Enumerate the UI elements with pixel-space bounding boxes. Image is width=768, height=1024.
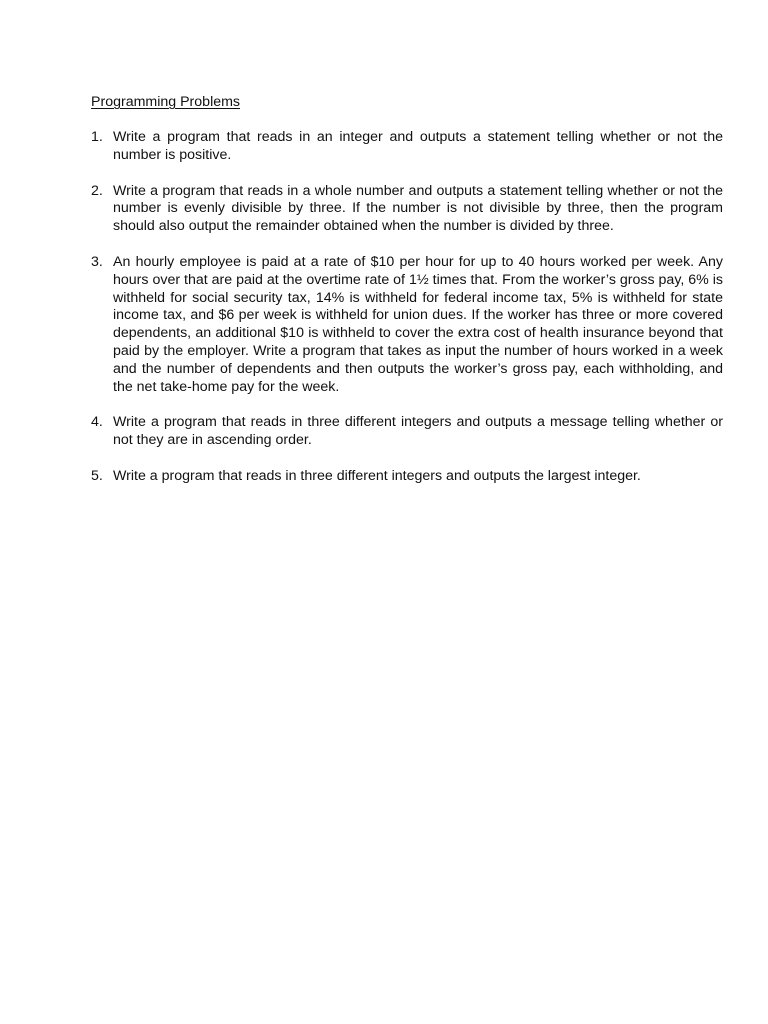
- problem-number: 4.: [91, 414, 103, 431]
- list-item: [91, 254, 723, 396]
- list-item: [91, 468, 723, 486]
- problem-text: Write a program that reads in three different integers and outputs a message telling whether or not they are in ascending order.: [113, 414, 723, 449]
- list-item: [91, 129, 723, 165]
- problem-text: Write a program that reads in three different integers and outputs the largest integer.: [113, 467, 641, 484]
- page-title: Programming Problems: [91, 94, 241, 110]
- list-item: [91, 414, 723, 450]
- list-item: [91, 183, 723, 236]
- problem-text: An hourly employee is paid at a rate of $10 per hour for up to 40 hours worked per week. Any hours over that are paid at the overtime rate of 1½ times that. From the worker’s gross pay, 6% is withheld for social security tax, 14% is withheld for federal income tax, 5% is withheld for state income tax, and $6 per week is withheld for union dues. If the worker has three or more covered dependents, an additional $10 is withheld to cover the extra cost of health insurance beyond that paid by the employer. Write a program that takes as input the number of hours worked in a week and the number of dependents and then outputs the worker’s gross pay, each withholding, and the net take-home pay for the week.: [113, 253, 723, 395]
- problem-number: 5.: [91, 467, 103, 484]
- problem-text: Write a program that reads in an integer and outputs a statement telling whether or not the number is positive.: [113, 129, 723, 163]
- problem-number: 1.: [91, 129, 103, 145]
- problem-number: 2.: [91, 182, 103, 199]
- problem-text: Write a program that reads in a whole number and outputs a statement telling whether or not the number is evenly divisible by three. If the number is not divisible by three, then the program should also output the remainder obtained when the number is divided by three.: [113, 182, 723, 235]
- problem-list: [91, 129, 723, 504]
- problem-number: 3.: [91, 253, 103, 270]
